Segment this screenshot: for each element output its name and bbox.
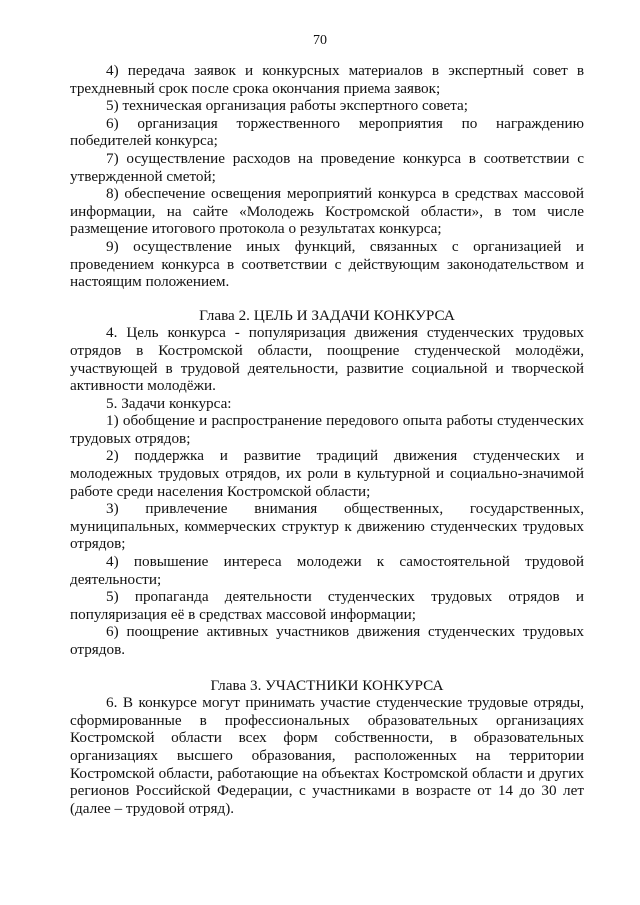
paragraph: 4) передача заявок и конкурсных материалов в экспертный совет в трехдневный срок после срока окончания приема заявок; <box>70 62 584 97</box>
page-number: 70 <box>313 33 327 48</box>
paragraph: 2) поддержка и развитие традиций движения студенческих и молодежных трудовых отрядов, их роли в культурной и социально-значимой работе среди населения Костромской области; <box>70 447 584 500</box>
paragraph: 6) поощрение активных участников движения студенческих трудовых отрядов. <box>70 623 584 658</box>
chapter-3-heading: Глава 3. УЧАСТНИКИ КОНКУРСА <box>210 676 444 694</box>
paragraph: 1) обобщение и распространение передового опыта работы студенческих трудовых отрядов; <box>70 412 584 447</box>
paragraph: 3) привлечение внимания общественных, государственных, муниципальных, коммерческих структур к движению студенческих трудовых отрядов; <box>70 500 584 553</box>
paragraph: 5) пропаганда деятельности студенческих трудовых отрядов и популяризация её в средствах массовой информации; <box>70 588 584 623</box>
paragraph: 8) обеспечение освещения мероприятий конкурса в средствах массовой информации, на сайте «Молодежь Костромской области», в том числе размещение итогового протокола о результатах конкурса; <box>70 185 584 238</box>
paragraph: 5. Задачи конкурса: <box>106 394 232 412</box>
paragraph: 4) повышение интереса молодежи к самостоятельной трудовой деятельности; <box>70 553 584 588</box>
paragraph: 6) организация торжественного мероприятия по награждению победителей конкурса; <box>70 114 584 150</box>
paragraph: 9) осуществление иных функций, связанных с организацией и проведением конкурса в соответствии с действующим законодательством и настоящим положением. <box>70 237 584 291</box>
document-body <box>70 62 584 817</box>
chapter-2-heading: Глава 2. ЦЕЛЬ И ЗАДАЧИ КОНКУРСА <box>199 306 455 324</box>
paragraph: 7) осуществление расходов на проведение конкурса в соответствии с утвержденной сметой; <box>70 149 584 185</box>
paragraph: 4. Цель конкурса - популяризация движения студенческих трудовых отрядов в Костромской области, поощрение студенческой молодёжи, участвующей в трудовой деятельности, развитие социальной и творческой активности молодёжи. <box>70 324 584 395</box>
paragraph: 5) техническая организация работы экспертного совета; <box>106 97 468 115</box>
paragraph: 6. В конкурсе могут принимать участие студенческие трудовые отряды, сформированные в профессиональных образовательных организациях Костромской области всех форм собственности, в образовательных организациях высшего образования, расположенных на территории Костромской области, работающие на объектах Костромской области и других регионов Российской Федерации, с участниками в возрасте от 14 до 30 лет (далее – трудовой отряд). <box>70 694 584 817</box>
